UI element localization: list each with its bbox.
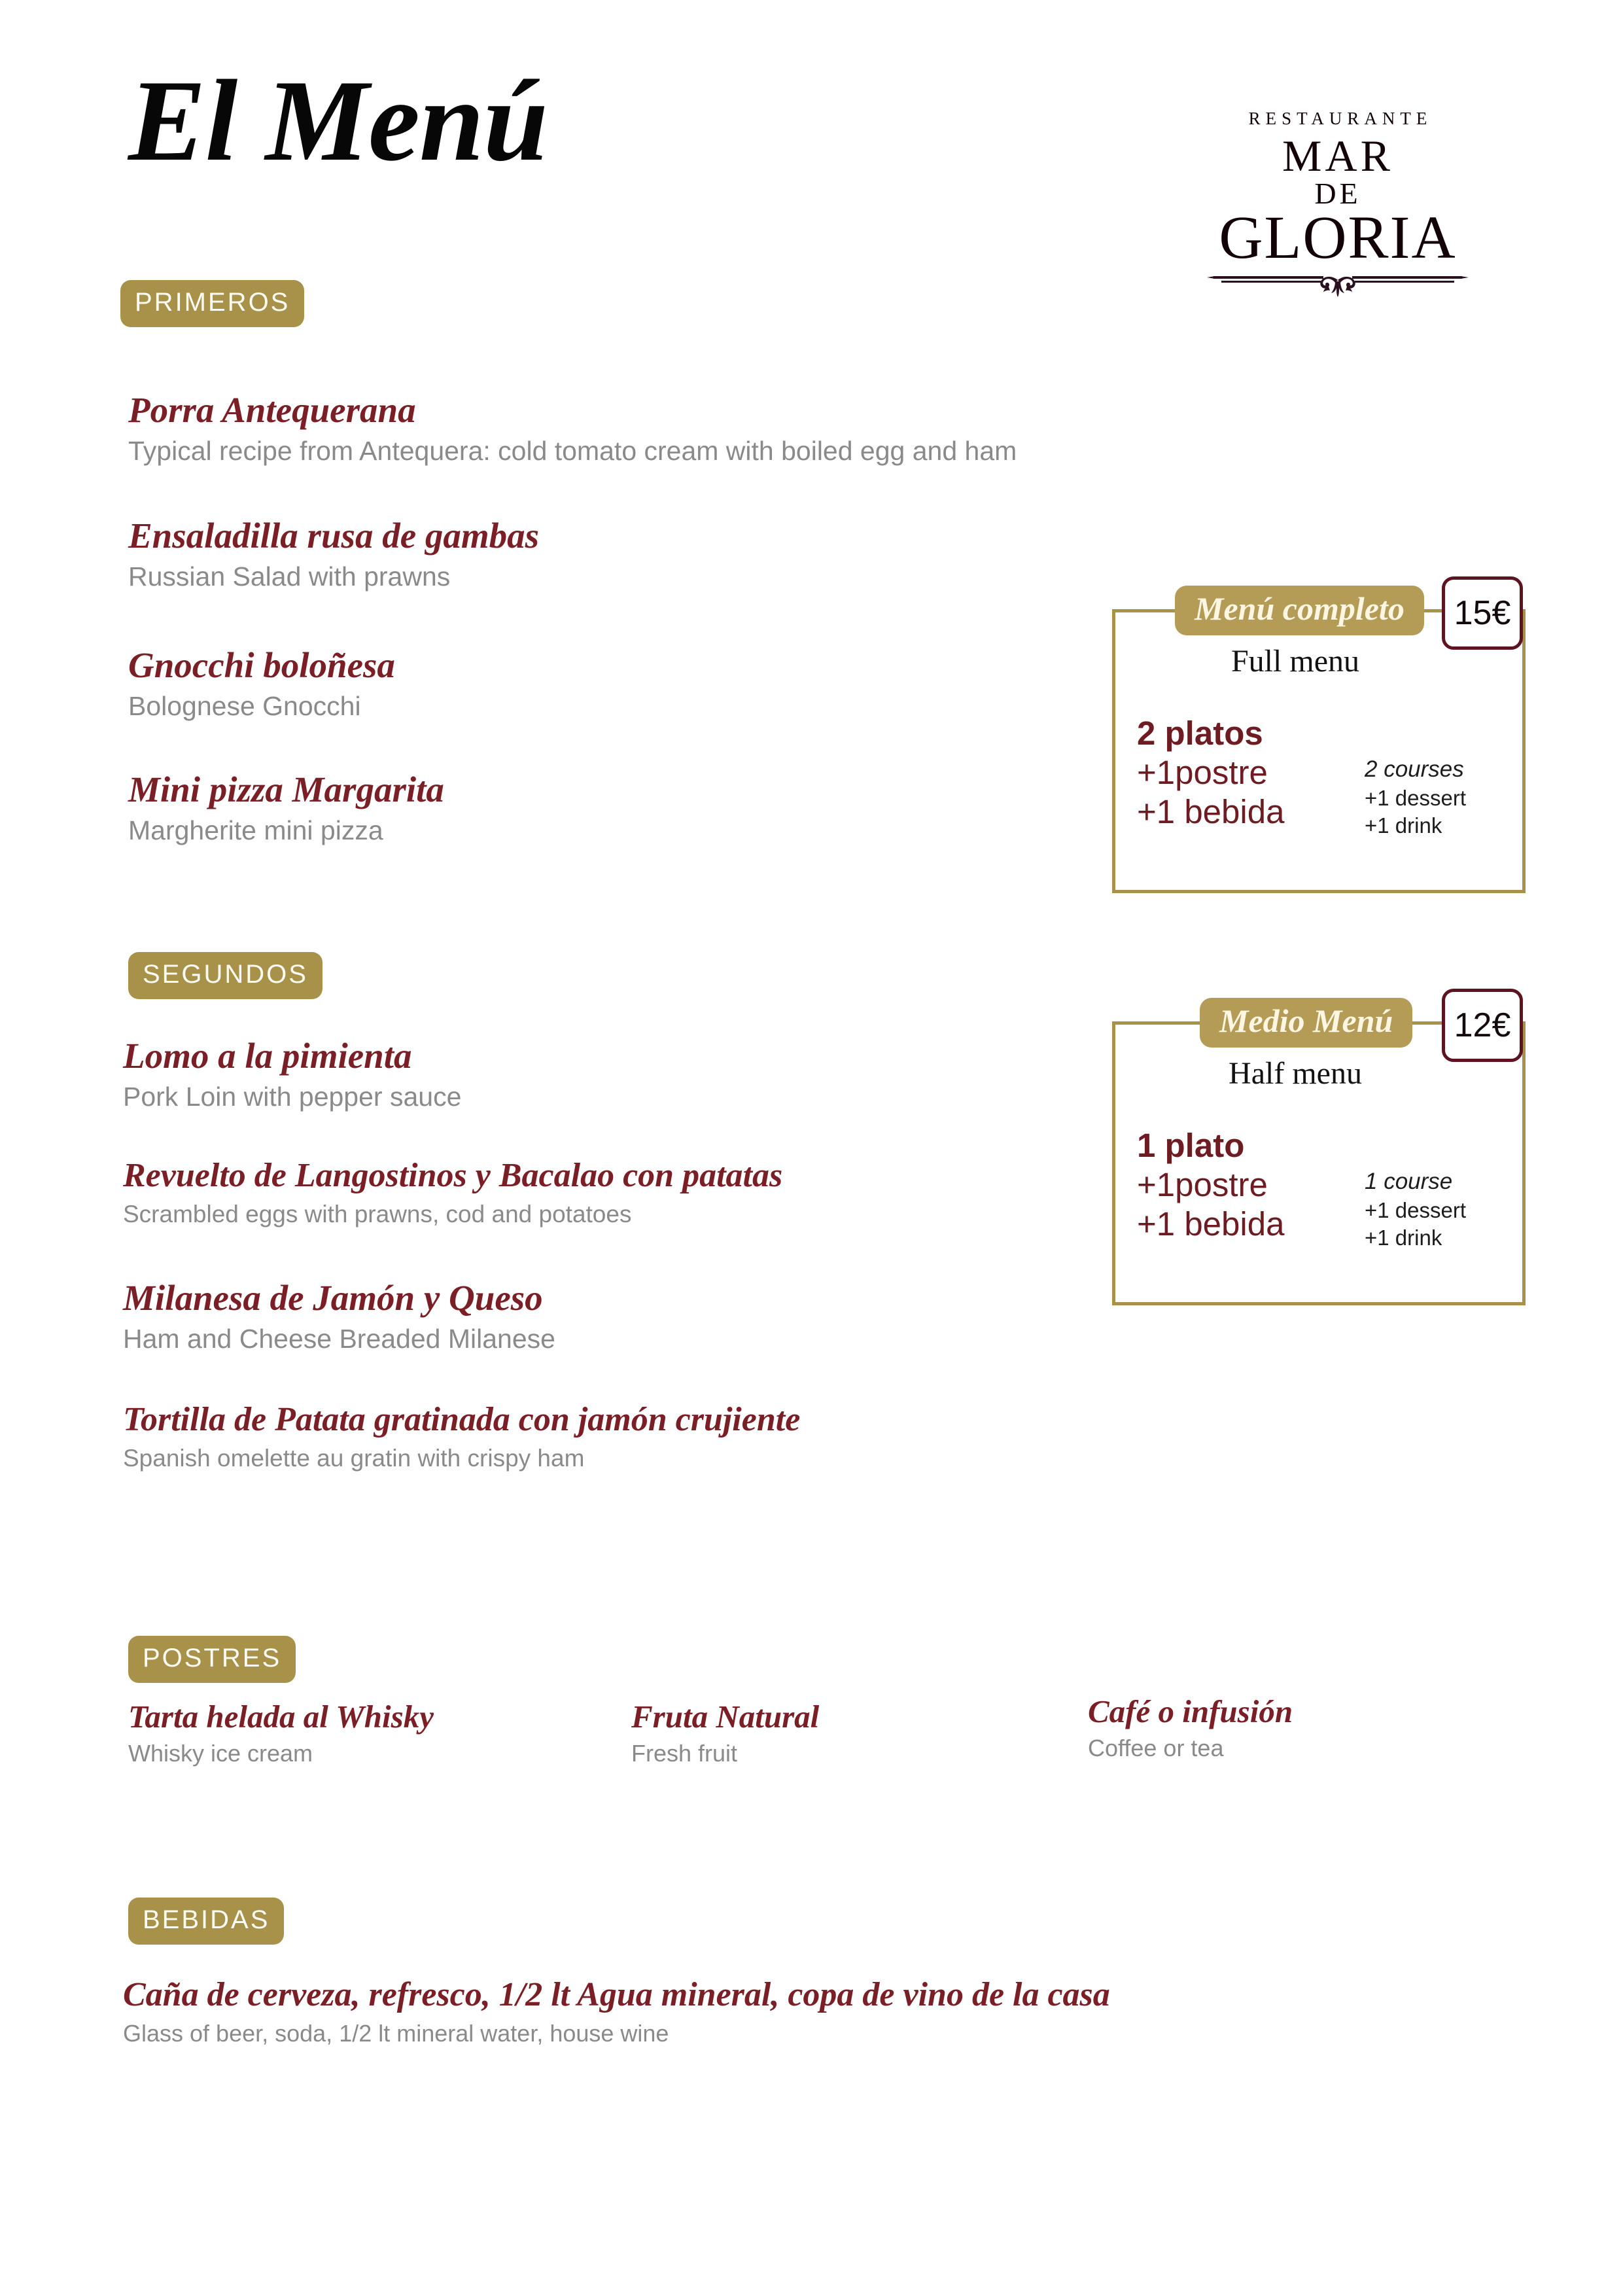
dish-name: Caña de cerveza, refresco, 1/2 lt Agua mineral, copa de vino de la casa [123, 1976, 1110, 2013]
dish-description: Pork Loin with pepper sauce [123, 1081, 462, 1112]
dish-description: Ham and Cheese Breaded Milanese [123, 1323, 555, 1354]
dish-description: Spanish omelette au gratin with crispy ham [123, 1444, 585, 1472]
offer-en-line-1: 1 course [1365, 1169, 1453, 1194]
offer-subtitle: Full menu [1230, 644, 1359, 679]
dish-description: Glass of beer, soda, 1/2 lt mineral water, house wine [123, 2019, 669, 2047]
offer-card-full-menu [1112, 586, 1526, 893]
section-badge-primeros: PRIMEROS [120, 280, 304, 327]
dish-name: Revuelto de Langostinos y Bacalao con patatas [123, 1157, 783, 1194]
offer-es-line-1: 1 plato [1137, 1127, 1245, 1164]
drink-item [123, 1977, 1110, 2046]
dish-name: Porra Antequerana [128, 390, 416, 430]
page-title: El Menú [128, 56, 548, 185]
offer-english-lines [1365, 1167, 1466, 1252]
dish-name: Café o infusión [1088, 1693, 1293, 1729]
dish-name: Lomo a la pimienta [123, 1036, 412, 1076]
section-badge-segundos: SEGUNDOS [128, 952, 323, 999]
offer-es-line-2: +1postre [1137, 1166, 1268, 1204]
dish-item [128, 771, 444, 845]
logo-line-mar: MAR [1282, 131, 1393, 181]
offer-es-line-1: 2 platos [1137, 715, 1263, 752]
logo-line-gloria: GLORIA [1219, 203, 1457, 272]
section-badge-postres: POSTRES [128, 1636, 296, 1683]
dish-name: Tortilla de Patata gratinada con jamón crujiente [123, 1401, 801, 1438]
section-badge-bebidas: BEBIDAS [128, 1898, 284, 1945]
offer-es-line-3: +1 bebida [1137, 793, 1285, 831]
offer-en-line-3: +1 drink [1365, 813, 1442, 838]
dish-description: Whisky ice cream [128, 1740, 313, 1767]
dish-item [123, 1279, 555, 1354]
dish-name: Gnocchi boloñesa [128, 645, 395, 685]
dish-item [123, 1158, 782, 1227]
offer-subtitle: Half menu [1229, 1056, 1362, 1091]
logo-flourish-ornament-icon [1200, 270, 1475, 298]
offer-en-line-2: +1 dessert [1365, 785, 1467, 810]
offer-es-line-3: +1 bebida [1137, 1205, 1285, 1243]
offer-en-line-1: 2 courses [1365, 756, 1464, 782]
dish-name: Tarta helada al Whisky [128, 1699, 434, 1735]
offer-english-lines [1365, 754, 1466, 840]
dish-description: Coffee or tea [1088, 1735, 1224, 1762]
dish-description: Fresh fruit [631, 1740, 738, 1767]
offer-badge-title: Menú completo [1175, 586, 1424, 635]
dish-description: Russian Salad with prawns [128, 561, 451, 592]
offer-price-badge: 12€ [1442, 989, 1523, 1062]
dish-item [123, 1402, 800, 1472]
dish-name: Milanesa de Jamón y Queso [123, 1278, 543, 1318]
dessert-item [631, 1700, 819, 1767]
offer-card-half-menu [1112, 998, 1526, 1305]
dessert-item [1088, 1695, 1293, 1761]
offer-en-line-3: +1 drink [1365, 1226, 1442, 1250]
offer-badge-title: Medio Menú [1200, 998, 1412, 1048]
restaurant-logo [1200, 110, 1475, 298]
logo-eyebrow: RESTAURANTE [1248, 109, 1433, 128]
dish-name: Mini pizza Margarita [128, 769, 444, 809]
dessert-item [128, 1700, 434, 1767]
offer-price-badge: 15€ [1442, 576, 1523, 650]
dish-description: Typical recipe from Antequera: cold tomato cream with boiled egg and ham [128, 435, 1017, 466]
offer-body [1137, 714, 1516, 838]
dish-description: Margherite mini pizza [128, 815, 383, 845]
dish-name: Ensaladilla rusa de gambas [128, 516, 540, 556]
offer-body [1137, 1126, 1516, 1250]
dish-item [128, 391, 1017, 466]
offer-es-line-2: +1postre [1137, 754, 1268, 792]
logo-line-de: DE [1314, 176, 1361, 210]
dish-name: Fruta Natural [631, 1699, 820, 1735]
dish-description: Bolognese Gnocchi [128, 690, 361, 721]
offer-en-line-2: +1 dessert [1365, 1197, 1467, 1222]
dish-item [123, 1037, 461, 1112]
dish-description: Scrambled eggs with prawns, cod and potatoes [123, 1200, 632, 1227]
dish-item [128, 646, 395, 721]
dish-item [128, 517, 539, 592]
